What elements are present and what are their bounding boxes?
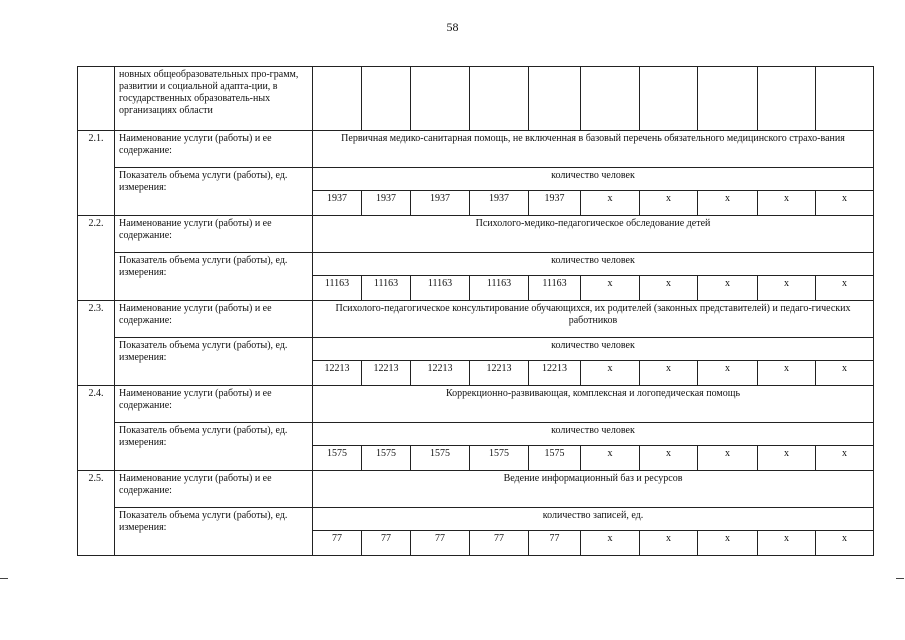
value-cell: 77 — [470, 531, 529, 556]
value-cell: 12213 — [362, 361, 411, 386]
value-cell: 77 — [529, 531, 581, 556]
empty-cell — [411, 67, 470, 131]
value-cell: x — [640, 531, 698, 556]
value-cell: x — [640, 446, 698, 471]
value-cell: x — [581, 191, 640, 216]
continuation-text: новных общеобразовательных про-грамм, развитии и социальной адапта-ции, в государственных образователь-ных организациях области — [115, 67, 313, 131]
value-cell: x — [698, 191, 758, 216]
empty-cell — [78, 67, 115, 131]
value-cell: x — [758, 276, 816, 301]
value-cell: 11163 — [529, 276, 581, 301]
value-cell: x — [816, 276, 874, 301]
value-cell: 1937 — [470, 191, 529, 216]
value-cell: x — [581, 361, 640, 386]
value-cell: 1575 — [362, 446, 411, 471]
service-name-label: Наименование услуги (работы) и ее содержание: — [115, 301, 313, 338]
indicator-label: Показатель объема услуги (работы), ед. измерения: — [115, 168, 313, 216]
value-cell: x — [758, 191, 816, 216]
value-cell: x — [758, 446, 816, 471]
page-edge-mark — [896, 578, 904, 579]
value-cell: 1937 — [362, 191, 411, 216]
service-description: Первичная медико-санитарная помощь, не включенная в базовый перечень обязательного медицинского страхо-вания — [313, 131, 874, 168]
service-description: Коррекционно-развивающая, комплексная и логопедическая помощь — [313, 386, 874, 423]
service-description: Психолого-медико-педагогическое обследование детей — [313, 216, 874, 253]
value-cell: 11163 — [411, 276, 470, 301]
value-cell: 1575 — [529, 446, 581, 471]
value-cell: 12213 — [470, 361, 529, 386]
unit-of-measure: количество записей, ед. — [313, 508, 874, 531]
value-cell: 1575 — [313, 446, 362, 471]
value-cell: 1575 — [470, 446, 529, 471]
value-cell: 12213 — [411, 361, 470, 386]
value-cell: 12213 — [529, 361, 581, 386]
empty-cell — [640, 67, 698, 131]
service-name-label: Наименование услуги (работы) и ее содержание: — [115, 471, 313, 508]
empty-cell — [313, 67, 362, 131]
section-name-row — [78, 216, 874, 253]
page-number: 58 — [446, 20, 459, 34]
unit-of-measure: количество человек — [313, 423, 874, 446]
service-name-label: Наименование услуги (работы) и ее содержание: — [115, 131, 313, 168]
value-cell: 1937 — [313, 191, 362, 216]
value-cell: x — [816, 531, 874, 556]
value-cell: 11163 — [313, 276, 362, 301]
value-cell: x — [640, 191, 698, 216]
section-number: 2.4. — [78, 386, 115, 471]
empty-cell — [581, 67, 640, 131]
unit-of-measure: количество человек — [313, 338, 874, 361]
value-cell: 77 — [411, 531, 470, 556]
unit-of-measure: количество человек — [313, 253, 874, 276]
indicator-label: Показатель объема услуги (работы), ед. измерения: — [115, 253, 313, 301]
service-description: Ведение информационный баз и ресурсов — [313, 471, 874, 508]
value-cell: x — [640, 361, 698, 386]
value-cell: 11163 — [470, 276, 529, 301]
value-cell: x — [816, 446, 874, 471]
section-number: 2.5. — [78, 471, 115, 556]
page-edge-mark — [0, 578, 8, 579]
value-cell: 77 — [313, 531, 362, 556]
section-number: 2.1. — [78, 131, 115, 216]
empty-cell — [529, 67, 581, 131]
section-number: 2.3. — [78, 301, 115, 386]
section-unit-row — [78, 253, 874, 276]
services-table — [77, 66, 874, 556]
value-cell: x — [581, 446, 640, 471]
value-cell: x — [581, 276, 640, 301]
empty-cell — [470, 67, 529, 131]
empty-cell — [362, 67, 411, 131]
value-cell: x — [758, 531, 816, 556]
value-cell: x — [698, 446, 758, 471]
value-cell: x — [581, 531, 640, 556]
section-unit-row — [78, 423, 874, 446]
section-name-row — [78, 131, 874, 168]
service-description: Психолого-педагогическое консультирование обучающихся, их родителей (законных представителей) и педаго-гических работников — [313, 301, 874, 338]
value-cell: x — [816, 191, 874, 216]
service-name-label: Наименование услуги (работы) и ее содержание: — [115, 386, 313, 423]
unit-of-measure: количество человек — [313, 168, 874, 191]
empty-cell — [698, 67, 758, 131]
value-cell: x — [758, 361, 816, 386]
value-cell: 12213 — [313, 361, 362, 386]
value-cell: x — [698, 276, 758, 301]
indicator-label: Показатель объема услуги (работы), ед. измерения: — [115, 508, 313, 556]
value-cell: 1937 — [411, 191, 470, 216]
value-cell: 1575 — [411, 446, 470, 471]
indicator-label: Показатель объема услуги (работы), ед. измерения: — [115, 423, 313, 471]
section-unit-row — [78, 508, 874, 531]
section-number: 2.2. — [78, 216, 115, 301]
section-name-row — [78, 301, 874, 338]
value-cell: x — [816, 361, 874, 386]
continuation-row — [78, 67, 874, 131]
value-cell: 1937 — [529, 191, 581, 216]
section-unit-row — [78, 338, 874, 361]
section-name-row — [78, 386, 874, 423]
section-name-row — [78, 471, 874, 508]
empty-cell — [758, 67, 816, 131]
value-cell: 77 — [362, 531, 411, 556]
empty-cell — [816, 67, 874, 131]
value-cell: x — [698, 531, 758, 556]
value-cell: 11163 — [362, 276, 411, 301]
indicator-label: Показатель объема услуги (работы), ед. измерения: — [115, 338, 313, 386]
value-cell: x — [698, 361, 758, 386]
service-name-label: Наименование услуги (работы) и ее содержание: — [115, 216, 313, 253]
value-cell: x — [640, 276, 698, 301]
section-unit-row — [78, 168, 874, 191]
